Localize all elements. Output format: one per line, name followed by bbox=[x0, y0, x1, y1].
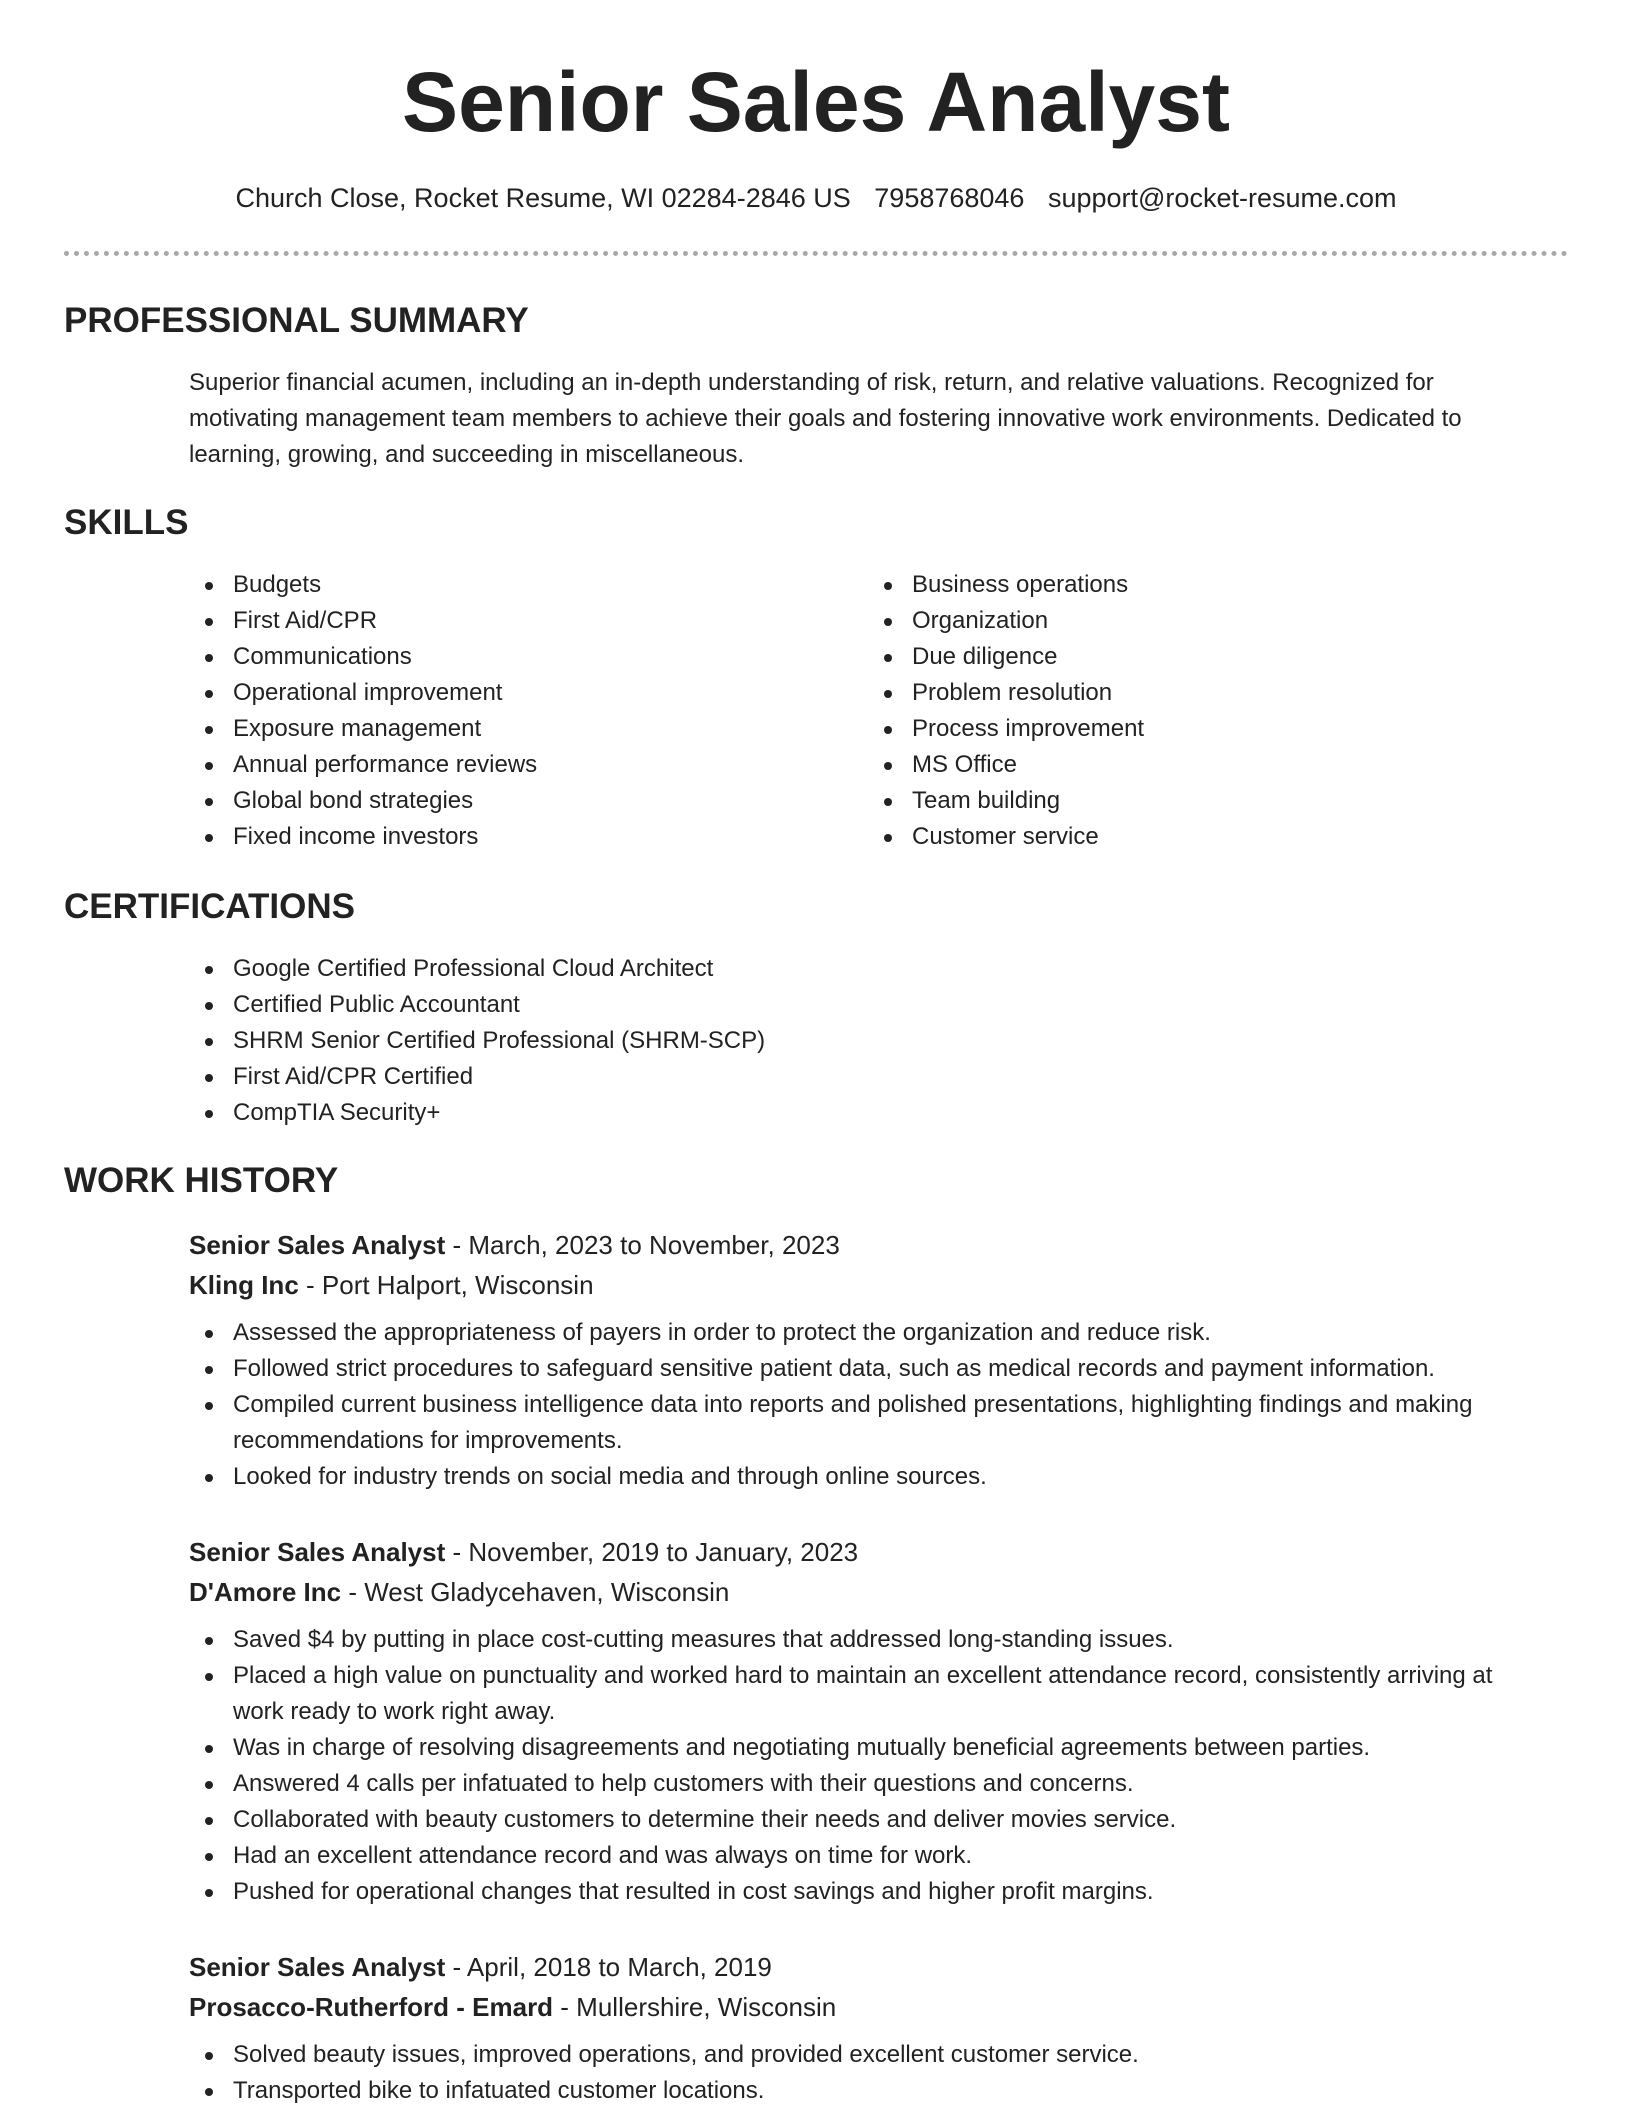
list-item: Saved $4 by putting in place cost-cutting measures that addressed long-standing issues. bbox=[189, 1622, 1549, 1658]
list-item: Communications bbox=[189, 639, 849, 675]
list-item: Certified Public Accountant bbox=[189, 987, 1549, 1023]
certifications-list bbox=[189, 951, 1549, 1131]
list-item: Followed strict procedures to safeguard sensitive patient data, such as medical records and payment information. bbox=[189, 1351, 1549, 1387]
list-item: Pushed for operational changes that resulted in cost savings and higher profit margins. bbox=[189, 1874, 1549, 1910]
work-history-heading: WORK HISTORY bbox=[64, 1161, 339, 1200]
summary-text: Superior financial acumen, including an in-depth understanding of risk, return, and relative valuations. Recognized for motivating management team members to achieve their goals and fostering innovative work environments. Dedicated to learning, growing, and succeeding in miscellaneous. bbox=[189, 369, 1462, 468]
contact-phone: 7958768046 bbox=[874, 183, 1025, 213]
list-item: Solved beauty issues, improved operations, and provided excellent customer service. bbox=[189, 2037, 1549, 2073]
job-bullets bbox=[189, 1622, 1549, 1910]
job-dates: - March, 2023 to November, 2023 bbox=[445, 1230, 840, 1260]
certifications-heading: CERTIFICATIONS bbox=[64, 887, 356, 926]
resume-name: Senior Sales Analyst bbox=[402, 55, 1230, 149]
contact-line bbox=[0, 180, 1632, 216]
list-item: Looked for industry trends on social media and through online sources. bbox=[189, 1459, 1549, 1495]
list-item: Customer service bbox=[868, 819, 1528, 855]
contact-email: support@rocket-resume.com bbox=[1047, 183, 1397, 213]
job-title-line bbox=[189, 1947, 1549, 1987]
job-entry bbox=[189, 1225, 1549, 1495]
job-entry bbox=[189, 1532, 1549, 1910]
job-title-line bbox=[189, 1225, 1549, 1265]
job-company: Kling Inc bbox=[189, 1270, 299, 1300]
skills-heading: SKILLS bbox=[64, 503, 189, 542]
job-dates: - April, 2018 to March, 2019 bbox=[445, 1952, 772, 1982]
job-company: Prosacco-Rutherford - Emard bbox=[189, 1992, 554, 2022]
list-item: Was in charge of resolving disagreements and negotiating mutually beneficial agreements between parties. bbox=[189, 1730, 1549, 1766]
job-title-line bbox=[189, 1532, 1549, 1572]
list-item: Team building bbox=[868, 783, 1528, 819]
job-role: Senior Sales Analyst bbox=[189, 1230, 446, 1260]
list-item: Answered 4 calls per infatuated to help customers with their questions and concerns. bbox=[189, 1766, 1549, 1802]
list-item: CompTIA Security+ bbox=[189, 1095, 1549, 1131]
list-item: Due diligence bbox=[868, 639, 1528, 675]
job-role: Senior Sales Analyst bbox=[189, 1537, 446, 1567]
list-item: Problem resolution bbox=[868, 675, 1528, 711]
job-location: - Port Halport, Wisconsin bbox=[298, 1270, 594, 1300]
job-company-line bbox=[189, 1987, 1549, 2027]
list-item: First Aid/CPR Certified bbox=[189, 1059, 1549, 1095]
job-bullets bbox=[189, 2037, 1549, 2109]
list-item: Business operations bbox=[868, 567, 1528, 603]
list-item: Annual performance reviews bbox=[189, 747, 849, 783]
list-item: Compiled current business intelligence data into reports and polished presentations, highlighting findings and making recommendations for improvements. bbox=[189, 1387, 1549, 1459]
skills-right-column bbox=[868, 567, 1528, 855]
job-location: - Mullershire, Wisconsin bbox=[553, 1992, 837, 2022]
list-item: Global bond strategies bbox=[189, 783, 849, 819]
job-company-line bbox=[189, 1265, 1549, 1305]
job-company: D'Amore Inc bbox=[189, 1577, 342, 1607]
list-item: Google Certified Professional Cloud Architect bbox=[189, 951, 1549, 987]
contact-address: Church Close, Rocket Resume, WI 02284-2846 US bbox=[235, 183, 851, 213]
skills-right-list bbox=[868, 567, 1528, 855]
job-location: - West Gladycehaven, Wisconsin bbox=[341, 1577, 730, 1607]
list-item: Assessed the appropriateness of payers in order to protect the organization and reduce risk. bbox=[189, 1315, 1549, 1351]
header-divider bbox=[64, 251, 1568, 256]
list-item: Fixed income investors bbox=[189, 819, 849, 855]
list-item: Operational improvement bbox=[189, 675, 849, 711]
list-item: MS Office bbox=[868, 747, 1528, 783]
list-item: Had an excellent attendance record and was always on time for work. bbox=[189, 1838, 1549, 1874]
list-item: Organization bbox=[868, 603, 1528, 639]
job-bullets bbox=[189, 1315, 1549, 1495]
certifications-section bbox=[189, 951, 1549, 1131]
job-dates: - November, 2019 to January, 2023 bbox=[445, 1537, 859, 1567]
summary-section bbox=[189, 365, 1549, 473]
list-item: First Aid/CPR bbox=[189, 603, 849, 639]
summary-heading: PROFESSIONAL SUMMARY bbox=[64, 301, 529, 340]
list-item: Process improvement bbox=[868, 711, 1528, 747]
list-item: SHRM Senior Certified Professional (SHRM-SCP) bbox=[189, 1023, 1549, 1059]
list-item: Placed a high value on punctuality and worked hard to maintain an excellent attendance record, consistently arriving at work ready to work right away. bbox=[189, 1658, 1549, 1730]
job-entry bbox=[189, 1947, 1549, 2109]
job-role: Senior Sales Analyst bbox=[189, 1952, 446, 1982]
skills-left-list bbox=[189, 567, 849, 855]
skills-left-column bbox=[189, 567, 849, 855]
list-item: Budgets bbox=[189, 567, 849, 603]
list-item: Collaborated with beauty customers to determine their needs and deliver movies service. bbox=[189, 1802, 1549, 1838]
job-company-line bbox=[189, 1572, 1549, 1612]
list-item: Transported bike to infatuated customer locations. bbox=[189, 2073, 1549, 2109]
list-item: Exposure management bbox=[189, 711, 849, 747]
